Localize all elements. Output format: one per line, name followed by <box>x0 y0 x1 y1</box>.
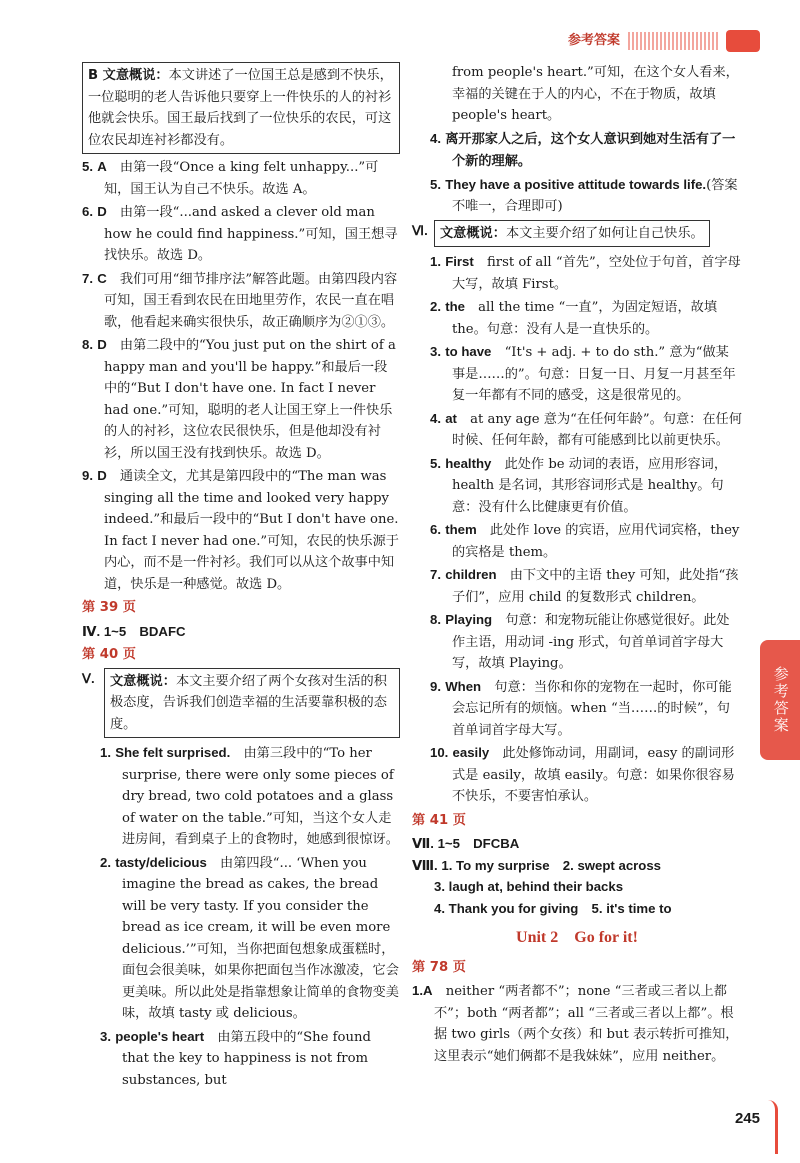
section-viii-line: 3. laugh at, behind their backs <box>434 879 624 894</box>
answer-item: 6. them 此处作 love 的宾语，应用代词宾格，they 的宾格是 them。 <box>430 522 740 560</box>
answer-item: 5. healthy 此处作 be 动词的表语，应用形容词，health 是名词，其形容词形式是 healthy。句意：没有什么比健康更有价值。 <box>430 455 728 515</box>
summary-box-vi: 文意概说：本文主要介绍了如何让自己快乐。 <box>434 220 710 248</box>
section-v: Ⅴ. 文意概说：本文主要介绍了两个女孩对生活的积极态度，告诉我们创造幸福的生活要靠积极的态度。 <box>82 668 400 741</box>
cap-icon <box>726 30 760 52</box>
page-marker: 第 78 页 <box>412 959 466 975</box>
page-marker: 第 41 页 <box>412 812 466 828</box>
summary-box-v: 文意概说：本文主要介绍了两个女孩对生活的积极态度，告诉我们创造幸福的生活要靠积极的态度。 <box>104 668 400 739</box>
answer-item: 2. tasty/delicious 由第四段“... ‘When you imagine the bread as cakes, the bread will be very tasty. If you consider the bread as ice cream, it will be even more delicious.’”可知，当你把面包想象成蛋糕时，面包会很美味，如果你把面包当作冰激凌，它会更美味。所以此处是指靠想象让简单的食物变美味，故填 tasty 或 delicious。 <box>100 854 399 1021</box>
answer-item: 10. easily 此处修饰动词，用副词，easy 的副词形式是 easily，故填 easily。句意：如果你很容易不快乐，不要害怕承认。 <box>430 745 735 804</box>
section-vi: Ⅵ. 文意概说：本文主要介绍了如何让自己快乐。 <box>412 220 742 250</box>
summary-text: 本文讲述了一位国王总是感到不快乐，一位聪明的老人告诉他只要穿上一件快乐的人的衬衫他就会快乐。国王最后找到了一位快乐的农民，可这位农民却连衬衫都没有。 <box>88 68 393 148</box>
unit-title: Unit 2 Go for it! <box>516 929 638 946</box>
summary-box-b <box>82 62 400 154</box>
section-viii-line: Ⅷ. 1. To my surprise 2. swept across <box>412 857 662 873</box>
continued-text: from people's heart.”可知，在这个女人看来，幸福的关键在于人的内心，不在于物质，故填 people's heart。 <box>452 65 739 123</box>
page-corner-decoration <box>761 1100 778 1154</box>
answer-item: 9. D 通读全文，尤其是第四段中的“The man was singing all the time and looked very happy indeed.”和最后一段中的“But I don't have one. In fact I never had one.”可知，农民的快乐源于内心，而不是一件衬衫。我们可以从这个故事中知道，快乐是一种感觉。故选 D。 <box>82 468 399 592</box>
answer-item: 2. the all the time “一直”，为固定短语，故填 the。句意：没有人是一直快乐的。 <box>430 299 718 337</box>
answer-item: 1. First first of all “首先”，空处位于句首，首字母大写，故填 First。 <box>430 254 741 292</box>
answer-item: 3. people's heart 由第五段中的“She found that the key to happiness is not from substances, but <box>100 1028 371 1088</box>
answer-item: 4. at at any age 意为“在任何年龄”。句意：在任何时候、任何年龄，都有可能感到比以前更快乐。 <box>430 410 742 448</box>
section-vii-answers: Ⅶ. 1~5 DFCBA <box>412 836 520 851</box>
header-decoration <box>628 32 718 50</box>
left-column <box>82 62 400 1092</box>
summary-tag: B 文意概说： <box>88 68 169 83</box>
right-column <box>412 62 742 1068</box>
answer-item: 8. Playing 句意：和宠物玩能让你感觉很好。此处作主语，用动词 -ing 形式，句首单词首字母大写，故填 Playing。 <box>430 612 730 671</box>
answer-item: 6. D 由第一段“...and asked a clever old man how he could find happiness.”可知，国王想寻找快乐。故选 D。 <box>82 204 398 263</box>
answer-item: 5. They have a positive attitude towards life.(答案不唯一，合理即可) <box>430 176 738 214</box>
answer-item: 1.A neither “两者都不”；none “三者或三者以上都不”；both “两者都”；all “三者或三者以上都”。根据 two girls（两个女孩）和 but 表示转折可推知，这里表示“她们俩都不是我妹妹”，应用 neither。 <box>412 983 739 1064</box>
page-marker: 第 39 页 <box>82 600 136 615</box>
answer-item: 7. children 由下文中的主语 they 可知，此处指“孩子们”，应用 child 的复数形式 children。 <box>430 567 739 605</box>
answer-item: 4. 离开那家人之后，这个女人意识到她对生活有了一个新的理解。 <box>430 130 736 168</box>
section-viii-line: 4. Thank you for giving 5. it's time to <box>434 900 672 916</box>
answer-item: 5. A 由第一段“Once a king felt unhappy...”可知，国王认为自己不快乐。故选 A。 <box>82 159 379 197</box>
page-number: 245 <box>734 1110 760 1127</box>
page-marker: 第 40 页 <box>82 647 136 662</box>
answer-item: 8. D 由第二段中的“You just put on the shirt of a happy man and you'll be happy.”和最后一段中的“But I don't have one. In fact I never had one.”可知，聪明的老人让国王穿上一件快乐的人的衬衫，这位农民很快乐，但是他却没有衬衫，所以国王没有找到快乐。故选 D。 <box>82 337 396 461</box>
page-header <box>568 30 760 52</box>
side-tab: 参考答案 <box>760 640 800 760</box>
answer-item: 3. to have “It's + adj. + to do sth.” 意为“做某事是……的”。句意：日复一日、月复一月甚至年复一年都有不同的感受，这是很常见的。 <box>430 344 736 403</box>
answer-item: 9. When 句意：当你和你的宠物在一起时，你可能会忘记所有的烦恼。when “当……的时候”，句首单词首字母大写。 <box>430 678 732 738</box>
answer-item: 1. She felt surprised. 由第三段中的“To her surprise, there were only some pieces of dry bread, two cold potatoes and a glass of water on the table.”可知，当这个女人走进房间，看到桌子上的食物时，她感到很惊讶。 <box>100 745 399 847</box>
section-iv-answers: Ⅳ. 1~5 BDAFC <box>82 623 186 639</box>
answer-item: 7. C 我们可用“细节排序法”解答此题。由第四段内容可知，国王看到农民在田地里劳作，农民一直在唱歌，他看起来确实很快乐，故正确顺序为②①③。 <box>82 270 398 330</box>
header-label: 参考答案 <box>567 33 620 49</box>
